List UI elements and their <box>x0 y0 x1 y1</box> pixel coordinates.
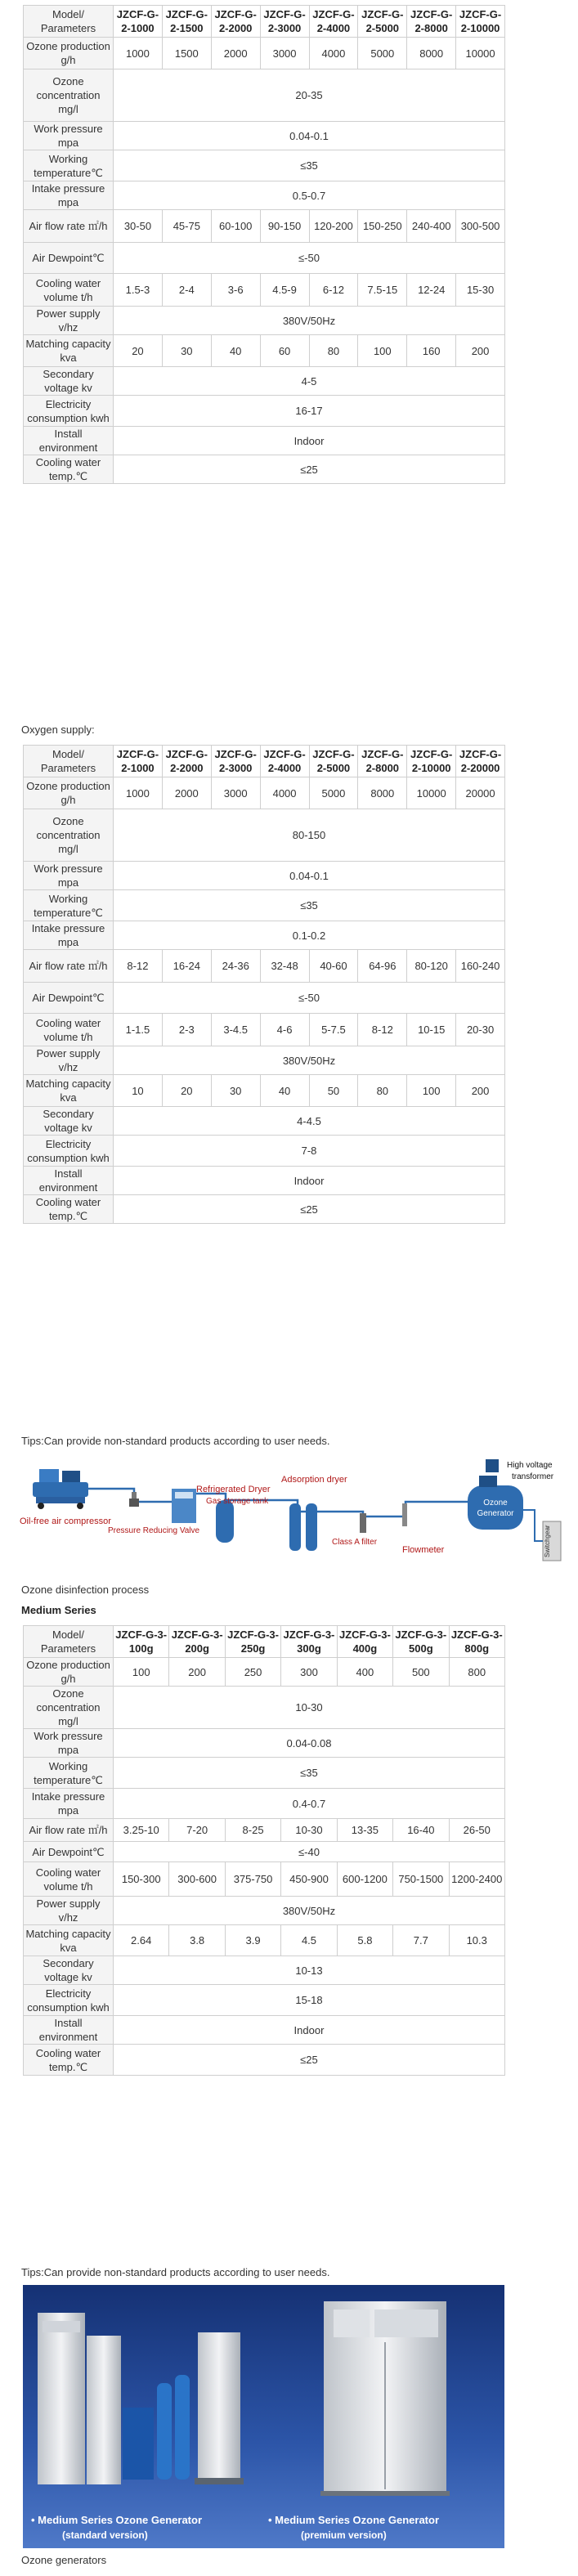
adsorption-label: Adsorption dryer <box>281 1475 347 1485</box>
value-cell: 20-30 <box>456 1014 505 1046</box>
value-cell: 32-48 <box>260 950 309 983</box>
parameter-label-cell: Air Dewpoint℃ <box>24 1842 114 1862</box>
value-cell: 10-30 <box>281 1819 337 1842</box>
parameter-label-cell: Cooling water volume t/h <box>24 1014 114 1046</box>
value-cell: 1-1.5 <box>114 1014 163 1046</box>
parameter-label-cell: Secondary voltage kv <box>24 367 114 396</box>
table-row <box>24 1842 505 1862</box>
model-header-cell: JZCF-G-2-1000 <box>114 746 163 777</box>
merged-value-cell: 7-8 <box>114 1136 505 1167</box>
parameter-label-cell: Work pressure mpa <box>24 122 114 150</box>
table-row <box>24 181 505 210</box>
left-caption-2: (standard version) <box>62 2529 148 2541</box>
value-cell: 8-12 <box>114 950 163 983</box>
table-row <box>24 1014 505 1046</box>
table-row <box>24 1687 505 1729</box>
value-cell: 4000 <box>309 38 358 69</box>
filter-label: Class A filter <box>332 1538 378 1547</box>
model-header-cell: JZCF-G-2-3000 <box>211 746 260 777</box>
parameter-label-cell: Matching capacity kva <box>24 1075 114 1107</box>
model-header-cell: JZCF-G-2-4000 <box>260 746 309 777</box>
value-cell: 1500 <box>162 38 211 69</box>
left-caption-1: • Medium Series Ozone Generator <box>31 2514 202 2526</box>
table-header-row <box>24 6 505 38</box>
value-cell: 5000 <box>358 38 407 69</box>
table-row <box>24 274 505 307</box>
table-row <box>24 1729 505 1758</box>
value-cell: 800 <box>449 1658 504 1687</box>
table-row <box>24 1789 505 1819</box>
value-cell: 240-400 <box>407 210 456 243</box>
table-row <box>24 150 505 181</box>
value-cell: 500 <box>393 1658 449 1687</box>
merged-value-cell: ≤25 <box>114 2045 505 2076</box>
parameter-label-cell: Electricity consumption kwh <box>24 396 114 427</box>
table-row <box>24 777 505 809</box>
value-cell: 80 <box>309 335 358 367</box>
merged-value-cell: ≤-50 <box>114 243 505 274</box>
merged-value-cell: 80-150 <box>114 809 505 862</box>
value-cell: 3000 <box>211 777 260 809</box>
value-cell: 3.25-10 <box>114 1819 169 1842</box>
table-row <box>24 307 505 335</box>
value-cell: 10000 <box>407 777 456 809</box>
high-voltage-transformer-icon <box>486 1459 499 1472</box>
refrigerated-dryer-icon <box>172 1489 196 1523</box>
parameter-label-cell: Power supply v/hz <box>24 1897 114 1925</box>
parameter-label-cell: Air Dewpoint℃ <box>24 243 114 274</box>
merged-value-cell: ≤35 <box>114 1758 505 1789</box>
model-header-cell: JZCF-G-2-4000 <box>309 6 358 38</box>
tank-label: Gas storage tank <box>206 1497 269 1506</box>
model-header-cell: JZCF-G-2-1500 <box>162 6 211 38</box>
table-row <box>24 1195 505 1224</box>
header-label-cell: Model/ Parameters <box>24 1626 114 1658</box>
merged-value-cell: ≤25 <box>114 1195 505 1224</box>
value-cell: 1.5-3 <box>114 274 163 307</box>
parameter-label-cell: Electricity consumption kwh <box>24 1136 114 1167</box>
parameter-label-cell: Install environment <box>24 2016 114 2045</box>
merged-value-cell: 0.5-0.7 <box>114 181 505 210</box>
model-header-cell: JZCF-G-2-5000 <box>309 746 358 777</box>
value-cell: 10 <box>114 1075 163 1107</box>
switchgear-label: Switchgear <box>544 1525 551 1557</box>
parameter-label-cell: Working temperature℃ <box>24 1758 114 1789</box>
parameter-label-cell: Matching capacity kva <box>24 1925 114 1956</box>
header-label-cell: Model/ Parameters <box>24 746 114 777</box>
premium-version-machine <box>320 2301 450 2496</box>
parameter-label-cell: Power supply v/hz <box>24 1046 114 1075</box>
value-cell: 8-25 <box>225 1819 280 1842</box>
merged-value-cell: ≤-50 <box>114 983 505 1014</box>
value-cell: 3.8 <box>169 1925 225 1956</box>
value-cell: 26-50 <box>449 1819 504 1842</box>
model-header-cell: JZCF-G-3-100g <box>114 1626 169 1658</box>
table-row <box>24 890 505 921</box>
parameter-label-cell: Intake pressure mpa <box>24 1789 114 1819</box>
model-header-cell: JZCF-G-2-1000 <box>114 6 163 38</box>
table-header-row <box>24 746 505 777</box>
merged-value-cell: ≤-40 <box>114 1842 505 1862</box>
value-cell: 30 <box>162 335 211 367</box>
pressure-reducing-valve-icon <box>129 1492 139 1507</box>
value-cell: 60 <box>260 335 309 367</box>
value-cell: 160-240 <box>456 950 505 983</box>
compressor-label: Oil-free air compressor <box>20 1516 111 1526</box>
merged-value-cell: ≤35 <box>114 150 505 181</box>
table-row <box>24 862 505 890</box>
table-row <box>24 1862 505 1897</box>
value-cell: 8000 <box>407 38 456 69</box>
product-photo <box>23 2285 504 2548</box>
table-row <box>24 122 505 150</box>
value-cell: 3.9 <box>225 1925 280 1956</box>
value-cell: 200 <box>169 1658 225 1687</box>
right-caption-1: • Medium Series Ozone Generator <box>268 2514 439 2526</box>
model-header-cell: JZCF-G-3-300g <box>281 1626 337 1658</box>
table-row <box>24 1758 505 1789</box>
value-cell: 12-24 <box>407 274 456 307</box>
value-cell: 250 <box>225 1658 280 1687</box>
table-header-row <box>24 1626 505 1658</box>
diagram-caption: Ozone disinfection process <box>21 1584 150 1596</box>
table-row <box>24 243 505 274</box>
value-cell: 6-12 <box>309 274 358 307</box>
parameter-label-cell: Intake pressure mpa <box>24 181 114 210</box>
value-cell: 7.7 <box>393 1925 449 1956</box>
table-row <box>24 2016 505 2045</box>
table-row <box>24 1985 505 2016</box>
value-cell: 5000 <box>309 777 358 809</box>
value-cell: 40-60 <box>309 950 358 983</box>
parameter-label-cell: Secondary voltage kv <box>24 1107 114 1136</box>
value-cell: 750-1500 <box>393 1862 449 1897</box>
merged-value-cell: 0.04-0.1 <box>114 862 505 890</box>
value-cell: 80-120 <box>407 950 456 983</box>
value-cell: 30 <box>211 1075 260 1107</box>
model-header-cell: JZCF-G-2-10000 <box>407 746 456 777</box>
parameter-label-cell: Ozone concentration mg/l <box>24 809 114 862</box>
value-cell: 200 <box>456 335 505 367</box>
value-cell: 20 <box>162 1075 211 1107</box>
value-cell: 90-150 <box>260 210 309 243</box>
value-cell: 30-50 <box>114 210 163 243</box>
table-row <box>24 396 505 427</box>
gas-storage-tank-icon <box>216 1500 234 1543</box>
merged-value-cell: 10-13 <box>114 1956 505 1985</box>
parameter-label-cell: Electricity consumption kwh <box>24 1985 114 2016</box>
model-header-cell: JZCF-G-2-20000 <box>456 746 505 777</box>
merged-value-cell: 20-35 <box>114 69 505 122</box>
value-cell: 100 <box>407 1075 456 1107</box>
medium-series-heading: Medium Series <box>21 1604 96 1616</box>
table-row <box>24 69 505 122</box>
model-header-cell: JZCF-G-2-2000 <box>211 6 260 38</box>
table-row <box>24 1956 505 1985</box>
parameter-label-cell: Work pressure mpa <box>24 862 114 890</box>
parameter-label-cell: Cooling water volume t/h <box>24 274 114 307</box>
parameter-label-cell: Matching capacity kva <box>24 335 114 367</box>
table-row <box>24 1136 505 1167</box>
parameter-label-cell: Install environment <box>24 427 114 455</box>
model-header-cell: JZCF-G-3-250g <box>225 1626 280 1658</box>
transformer-label-2: transformer <box>512 1472 554 1481</box>
parameter-label-cell: Working temperature℃ <box>24 890 114 921</box>
value-cell: 400 <box>337 1658 392 1687</box>
table-row <box>24 1658 505 1687</box>
value-cell: 2-4 <box>162 274 211 307</box>
value-cell: 2000 <box>162 777 211 809</box>
class-a-filter-icon <box>360 1513 366 1533</box>
header-label-cell: Model/ Parameters <box>24 6 114 38</box>
merged-value-cell: 0.04-0.08 <box>114 1729 505 1758</box>
value-cell: 200 <box>456 1075 505 1107</box>
value-cell: 5-7.5 <box>309 1014 358 1046</box>
generator-label-1: Ozone <box>483 1499 508 1508</box>
table-row <box>24 1897 505 1925</box>
value-cell: 20000 <box>456 777 505 809</box>
table-row <box>24 1925 505 1956</box>
merged-value-cell: 0.1-0.2 <box>114 921 505 950</box>
merged-value-cell: 10-30 <box>114 1687 505 1729</box>
value-cell: 24-36 <box>211 950 260 983</box>
parameter-label-cell: Ozone production g/h <box>24 777 114 809</box>
value-cell: 300 <box>281 1658 337 1687</box>
merged-value-cell: Indoor <box>114 427 505 455</box>
value-cell: 16-40 <box>393 1819 449 1842</box>
oxygen-supply-label: Oxygen supply: <box>21 724 95 736</box>
flowmeter-icon <box>402 1503 407 1526</box>
merged-value-cell: 0.4-0.7 <box>114 1789 505 1819</box>
adsorption-dryer-icon <box>289 1503 317 1551</box>
parameter-label-cell: Cooling water temp.℃ <box>24 455 114 484</box>
ozone-process-diagram <box>11 1453 567 1575</box>
merged-value-cell: ≤35 <box>114 890 505 921</box>
value-cell: 7-20 <box>169 1819 225 1842</box>
table-row <box>24 1046 505 1075</box>
value-cell: 1200-2400 <box>449 1862 504 1897</box>
generator-label-2: Generator <box>477 1509 514 1518</box>
table-row <box>24 455 505 484</box>
table-row <box>24 983 505 1014</box>
table-row <box>24 367 505 396</box>
value-cell: 45-75 <box>162 210 211 243</box>
table-row <box>24 1819 505 1842</box>
value-cell: 20 <box>114 335 163 367</box>
parameter-label-cell: Install environment <box>24 1167 114 1195</box>
value-cell: 3-4.5 <box>211 1014 260 1046</box>
merged-value-cell: Indoor <box>114 1167 505 1195</box>
product-photo-graphic <box>23 2285 504 2548</box>
value-cell: 1000 <box>114 38 163 69</box>
parameter-label-cell: Cooling water temp.℃ <box>24 2045 114 2076</box>
dryer-label: Refrigerated Dryer <box>196 1485 271 1494</box>
parameter-label-cell: Air flow rate ㎡/h <box>24 1819 114 1842</box>
value-cell: 3-6 <box>211 274 260 307</box>
right-caption-2: (premium version) <box>301 2529 387 2541</box>
merged-value-cell: ≤25 <box>114 455 505 484</box>
value-cell: 7.5-15 <box>358 274 407 307</box>
parameter-label-cell: Air Dewpoint℃ <box>24 983 114 1014</box>
parameter-label-cell: Air flow rate ㎡/h <box>24 950 114 983</box>
model-header-cell: JZCF-G-3-400g <box>337 1626 392 1658</box>
parameter-label-cell: Ozone concentration mg/l <box>24 1687 114 1729</box>
value-cell: 450-900 <box>281 1862 337 1897</box>
parameter-label-cell: Cooling water temp.℃ <box>24 1195 114 1224</box>
parameter-label-cell: Ozone production g/h <box>24 1658 114 1687</box>
merged-value-cell: 0.04-0.1 <box>114 122 505 150</box>
value-cell: 300-600 <box>169 1862 225 1897</box>
value-cell: 40 <box>260 1075 309 1107</box>
value-cell: 15-30 <box>456 274 505 307</box>
table-row <box>24 950 505 983</box>
parameter-label-cell: Work pressure mpa <box>24 1729 114 1758</box>
table-row <box>24 210 505 243</box>
value-cell: 4000 <box>260 777 309 809</box>
value-cell: 150-250 <box>358 210 407 243</box>
table-row <box>24 427 505 455</box>
model-header-cell: JZCF-G-3-200g <box>169 1626 225 1658</box>
model-header-cell: JZCF-G-2-3000 <box>260 6 309 38</box>
value-cell: 60-100 <box>211 210 260 243</box>
value-cell: 160 <box>407 335 456 367</box>
value-cell: 10.3 <box>449 1925 504 1956</box>
table-row <box>24 1075 505 1107</box>
spec-table-large-air <box>23 5 505 484</box>
model-header-cell: JZCF-G-2-10000 <box>456 6 505 38</box>
value-cell: 10000 <box>456 38 505 69</box>
value-cell: 3000 <box>260 38 309 69</box>
value-cell: 120-200 <box>309 210 358 243</box>
tips-note-2: Tips:Can provide non-standard products according to user needs. <box>21 2266 330 2278</box>
parameter-label-cell: Secondary voltage kv <box>24 1956 114 1985</box>
model-header-cell: JZCF-G-2-8000 <box>358 746 407 777</box>
value-cell: 2-3 <box>162 1014 211 1046</box>
parameter-label-cell: Intake pressure mpa <box>24 921 114 950</box>
merged-value-cell: 4-4.5 <box>114 1107 505 1136</box>
value-cell: 8-12 <box>358 1014 407 1046</box>
model-header-cell: JZCF-G-3-500g <box>393 1626 449 1658</box>
table-row <box>24 1107 505 1136</box>
table-row <box>24 38 505 69</box>
process-pipe <box>88 1489 469 1516</box>
valve-label: Pressure Reducing Valve <box>108 1526 200 1535</box>
value-cell: 50 <box>309 1075 358 1107</box>
value-cell: 10-15 <box>407 1014 456 1046</box>
value-cell: 40 <box>211 335 260 367</box>
flowmeter-label: Flowmeter <box>402 1545 445 1555</box>
value-cell: 1000 <box>114 777 163 809</box>
value-cell: 100 <box>358 335 407 367</box>
merged-value-cell: 15-18 <box>114 1985 505 2016</box>
spec-table-large-oxygen <box>23 745 505 1224</box>
parameter-label-cell: Air flow rate ㎡/h <box>24 210 114 243</box>
value-cell: 2000 <box>211 38 260 69</box>
value-cell: 150-300 <box>114 1862 169 1897</box>
value-cell: 4.5 <box>281 1925 337 1956</box>
spec-table-medium <box>23 1625 505 2076</box>
tips-note-1: Tips:Can provide non-standard products according to user needs. <box>21 1435 330 1447</box>
table-row <box>24 809 505 862</box>
value-cell: 8000 <box>358 777 407 809</box>
value-cell: 600-1200 <box>337 1862 392 1897</box>
value-cell: 64-96 <box>358 950 407 983</box>
value-cell: 375-750 <box>225 1862 280 1897</box>
parameter-label-cell: Ozone concentration mg/l <box>24 69 114 122</box>
parameter-label-cell: Working temperature℃ <box>24 150 114 181</box>
value-cell: 13-35 <box>337 1819 392 1842</box>
table-row <box>24 1167 505 1195</box>
model-header-cell: JZCF-G-2-2000 <box>162 746 211 777</box>
value-cell: 2.64 <box>114 1925 169 1956</box>
value-cell: 100 <box>114 1658 169 1687</box>
value-cell: 4-6 <box>260 1014 309 1046</box>
model-header-cell: JZCF-G-2-8000 <box>407 6 456 38</box>
merged-value-cell: 380V/50Hz <box>114 307 505 335</box>
value-cell: 5.8 <box>337 1925 392 1956</box>
merged-value-cell: 16-17 <box>114 396 505 427</box>
parameter-label-cell: Cooling water volume t/h <box>24 1862 114 1897</box>
air-compressor-icon <box>33 1469 88 1509</box>
model-header-cell: JZCF-G-2-5000 <box>358 6 407 38</box>
merged-value-cell: Indoor <box>114 2016 505 2045</box>
transformer-label-1: High voltage <box>507 1461 553 1470</box>
value-cell: 16-24 <box>162 950 211 983</box>
parameter-label-cell: Ozone production g/h <box>24 38 114 69</box>
table-row <box>24 921 505 950</box>
parameter-label-cell: Power supply v/hz <box>24 307 114 335</box>
model-header-cell: JZCF-G-3-800g <box>449 1626 504 1658</box>
merged-value-cell: 380V/50Hz <box>114 1897 505 1925</box>
value-cell: 80 <box>358 1075 407 1107</box>
ozone-generator-icon <box>468 1476 523 1530</box>
value-cell: 300-500 <box>456 210 505 243</box>
merged-value-cell: 380V/50Hz <box>114 1046 505 1075</box>
footer-caption: Ozone generators <box>21 2554 107 2566</box>
table-row <box>24 2045 505 2076</box>
table-row <box>24 335 505 367</box>
merged-value-cell: 4-5 <box>114 367 505 396</box>
value-cell: 4.5-9 <box>260 274 309 307</box>
